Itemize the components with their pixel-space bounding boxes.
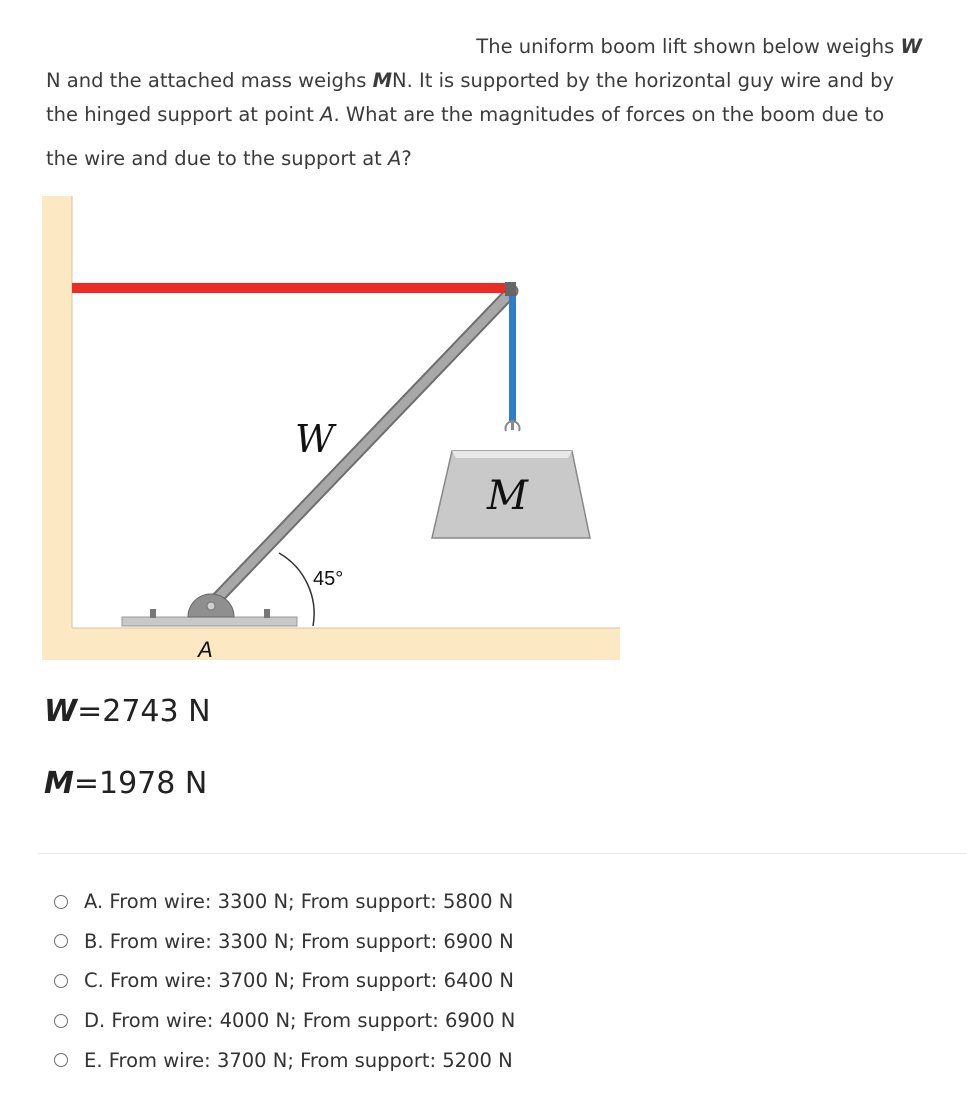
option-label: D. From wire: 4000 N; From support: 6900 N (84, 1009, 516, 1033)
base-plate (122, 617, 297, 626)
given-w (44, 694, 211, 729)
question-line2a: N and the attached mass weighs (46, 69, 367, 92)
angle-arc (279, 553, 314, 626)
symbol-w: W (900, 35, 922, 58)
question-line1: The uniform boom lift shown below weighs (476, 35, 895, 58)
radio-button[interactable] (54, 895, 68, 909)
question-line4a: the wire and due to the support at (46, 147, 382, 170)
question-text (46, 30, 926, 176)
mass-label: M (487, 473, 528, 519)
bolt-right (264, 609, 270, 618)
question-line3a: the hinged support at point (46, 103, 314, 126)
option-label: C. From wire: 3700 N; From support: 6400 N (84, 969, 514, 993)
option-d[interactable] (54, 1001, 515, 1041)
floor (42, 628, 620, 660)
symbol-a: A (320, 103, 334, 126)
option-e[interactable] (54, 1040, 515, 1080)
question-line4b: ? (401, 147, 412, 170)
radio-button[interactable] (54, 1053, 68, 1067)
boom-diagram (42, 196, 620, 660)
option-label: E. From wire: 3700 N; From support: 5200 N (84, 1048, 513, 1072)
option-label: B. From wire: 3300 N; From support: 6900 N (84, 929, 514, 953)
angle-label: 45° (313, 568, 344, 590)
divider (38, 853, 967, 854)
boom-highlight (210, 291, 512, 606)
hinge-label: A (198, 637, 213, 660)
symbol-a2: A (388, 147, 402, 170)
boom-top-cap (505, 282, 516, 296)
hinge-pin (207, 602, 215, 610)
given-m-value: =1978 N (73, 766, 208, 801)
option-label: A. From wire: 3300 N; From support: 5800 N (84, 890, 514, 914)
guy-wire (72, 283, 512, 293)
given-m-symbol: M (44, 766, 74, 801)
bolt-left (150, 609, 156, 618)
wall (42, 196, 72, 660)
given-w-symbol: W (44, 694, 78, 729)
given-w-value: =2743 N (77, 694, 211, 729)
radio-button[interactable] (54, 1014, 68, 1028)
option-a[interactable] (54, 882, 515, 922)
question-line3b: . What are the magnitudes of forces on the boom due to (333, 103, 885, 126)
radio-button[interactable] (54, 934, 68, 948)
option-b[interactable] (54, 922, 515, 962)
hanging-cable (509, 296, 516, 421)
option-c[interactable] (54, 961, 515, 1001)
hook-shank (511, 420, 514, 430)
radio-button[interactable] (54, 974, 68, 988)
question-line2b: N. It is supported by the horizontal guy wire and by (392, 69, 895, 92)
mass-top (452, 451, 572, 458)
given-m (44, 766, 207, 801)
answer-options (54, 882, 515, 1080)
symbol-m: M (372, 69, 393, 92)
boom-label: W (295, 417, 335, 461)
